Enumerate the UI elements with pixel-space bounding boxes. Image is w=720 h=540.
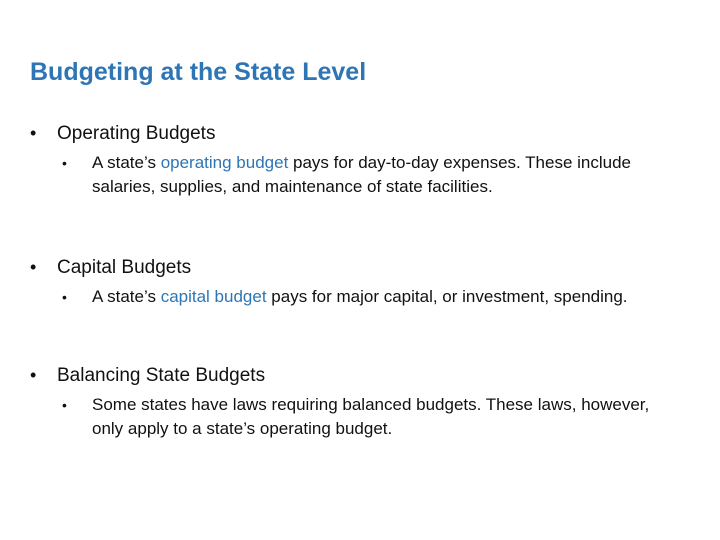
text-after-term: pays for day-to-day expenses. These include salaries, supplies, and maintenance of state facilities.: [92, 153, 632, 196]
sub-bullet-item: [62, 393, 670, 440]
sub-bullet-text: [92, 285, 652, 309]
bullet-icon: •: [30, 123, 37, 143]
bullet-icon: •: [30, 257, 37, 277]
sub-bullet-icon: •: [62, 289, 67, 305]
section-operating-budgets: [30, 121, 670, 198]
bullet-item: [30, 255, 670, 280]
text-before-term: Some states have laws requiring balanced budgets. These laws, however, only apply to a state’s operating budget.: [92, 395, 650, 438]
text-after-term: pays for major capital, or investment, spending.: [266, 287, 628, 306]
bullet-icon: •: [30, 365, 37, 385]
section-heading: Balancing State Budgets: [57, 365, 266, 386]
text-before-term: A state’s: [92, 153, 161, 172]
section-heading: Capital Budgets: [57, 257, 192, 278]
sub-bullet-item: [62, 151, 670, 198]
section-balancing-state-budgets: [30, 363, 670, 440]
section-heading: Operating Budgets: [57, 123, 216, 144]
sub-bullet-icon: •: [62, 397, 67, 413]
slide-title: Budgeting at the State Level: [30, 58, 367, 86]
sub-bullet-text: [92, 151, 652, 198]
sub-bullet-item: [62, 285, 670, 310]
section-capital-budgets: [30, 255, 670, 310]
text-before-term: A state’s: [92, 287, 161, 306]
sub-bullet-icon: •: [62, 155, 67, 171]
sub-bullet-text: [92, 393, 652, 440]
bullet-item: [30, 363, 670, 388]
bullet-item: [30, 121, 670, 146]
highlighted-term: operating budget: [160, 153, 289, 172]
highlighted-term: capital budget: [160, 287, 267, 306]
